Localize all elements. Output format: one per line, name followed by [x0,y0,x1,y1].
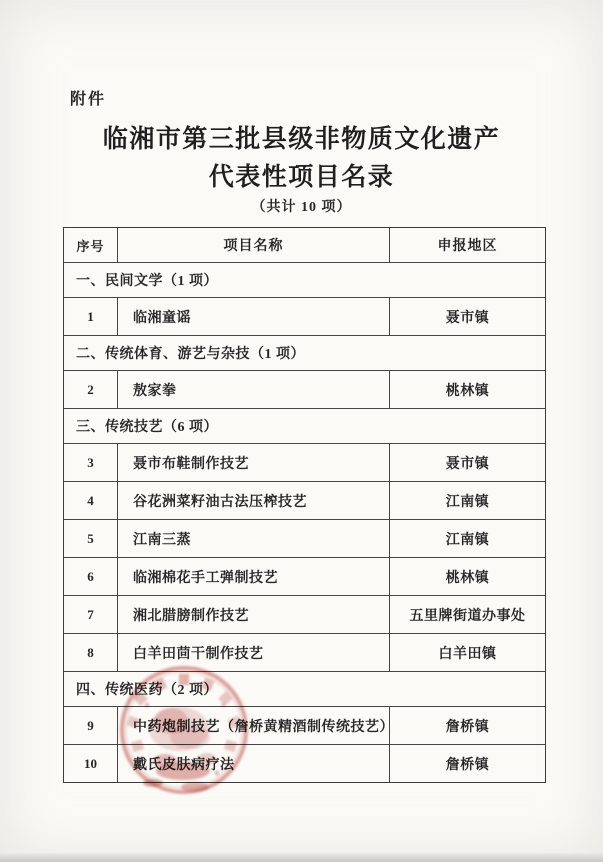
item-number: 10 [64,745,118,782]
scan-edge [0,853,603,862]
item-row [64,371,545,409]
item-number: 7 [64,596,118,633]
item-number: 8 [64,634,118,671]
item-region: 江南镇 [445,494,490,510]
item-region: 五里牌街道办事处 [409,608,526,624]
heritage-table [63,227,546,783]
item-number: 1 [64,298,118,335]
category-row [64,336,545,371]
item-name: 白羊田茴干制作技艺 [118,634,390,671]
category-label: 一、民间文学（1 项） [76,274,218,289]
document-title [0,121,603,197]
item-name: 临湘童谣 [118,298,390,335]
item-row [64,482,545,520]
document-subtitle: （共计 10 项） [251,200,352,215]
category-row [64,672,545,707]
table-header-row [64,228,545,263]
item-number: 3 [64,444,118,481]
item-row [64,745,545,782]
column-header-no: 序号 [64,228,118,262]
item-row [64,707,545,745]
document-title-line1: 临湘市第三批县级非物质文化遗产 [102,126,501,153]
table-body [64,263,545,782]
item-row [64,558,545,596]
item-region: 詹桥镇 [445,757,490,773]
item-row [64,444,545,482]
item-number: 4 [64,482,118,519]
item-name: 戴氏皮肤病疗法 [118,745,390,782]
attachment-label: 附件 [70,91,107,108]
category-label: 二、传统体育、游艺与杂技（1 项） [76,347,305,362]
document-title-line2: 代表性项目名录 [208,164,395,191]
item-name: 湘北腊膀制作技艺 [118,596,390,633]
item-number: 5 [64,520,118,557]
item-name: 谷花洲菜籽油古法压榨技艺 [118,482,390,519]
item-number: 2 [64,371,118,408]
item-row [64,298,545,336]
item-row [64,520,545,558]
item-name: 江南三蒸 [118,520,390,557]
item-region: 白羊田镇 [438,646,497,662]
item-region: 桃林镇 [445,383,490,399]
item-row [64,634,545,672]
item-name: 聂市布鞋制作技艺 [118,444,390,481]
category-label: 三、传统技艺（6 项） [76,420,218,435]
item-name: 临湘棉花手工弹制技艺 [118,558,390,595]
item-name: 中药炮制技艺（詹桥黄精酒制传统技艺） [118,707,390,744]
item-name: 敖家拳 [118,371,390,408]
item-row [64,596,545,634]
item-number: 9 [64,707,118,744]
item-region: 詹桥镇 [445,719,490,735]
category-row [64,409,545,444]
item-region: 聂市镇 [445,456,490,472]
item-region: 聂市镇 [445,310,490,326]
item-region: 江南镇 [445,532,490,548]
column-header-region: 申报地区 [437,239,498,254]
item-region: 桃林镇 [445,570,490,586]
item-number: 6 [64,558,118,595]
column-header-name: 项目名称 [118,228,390,262]
category-label: 四、传统医药（2 项） [76,683,218,698]
category-row [64,263,545,298]
